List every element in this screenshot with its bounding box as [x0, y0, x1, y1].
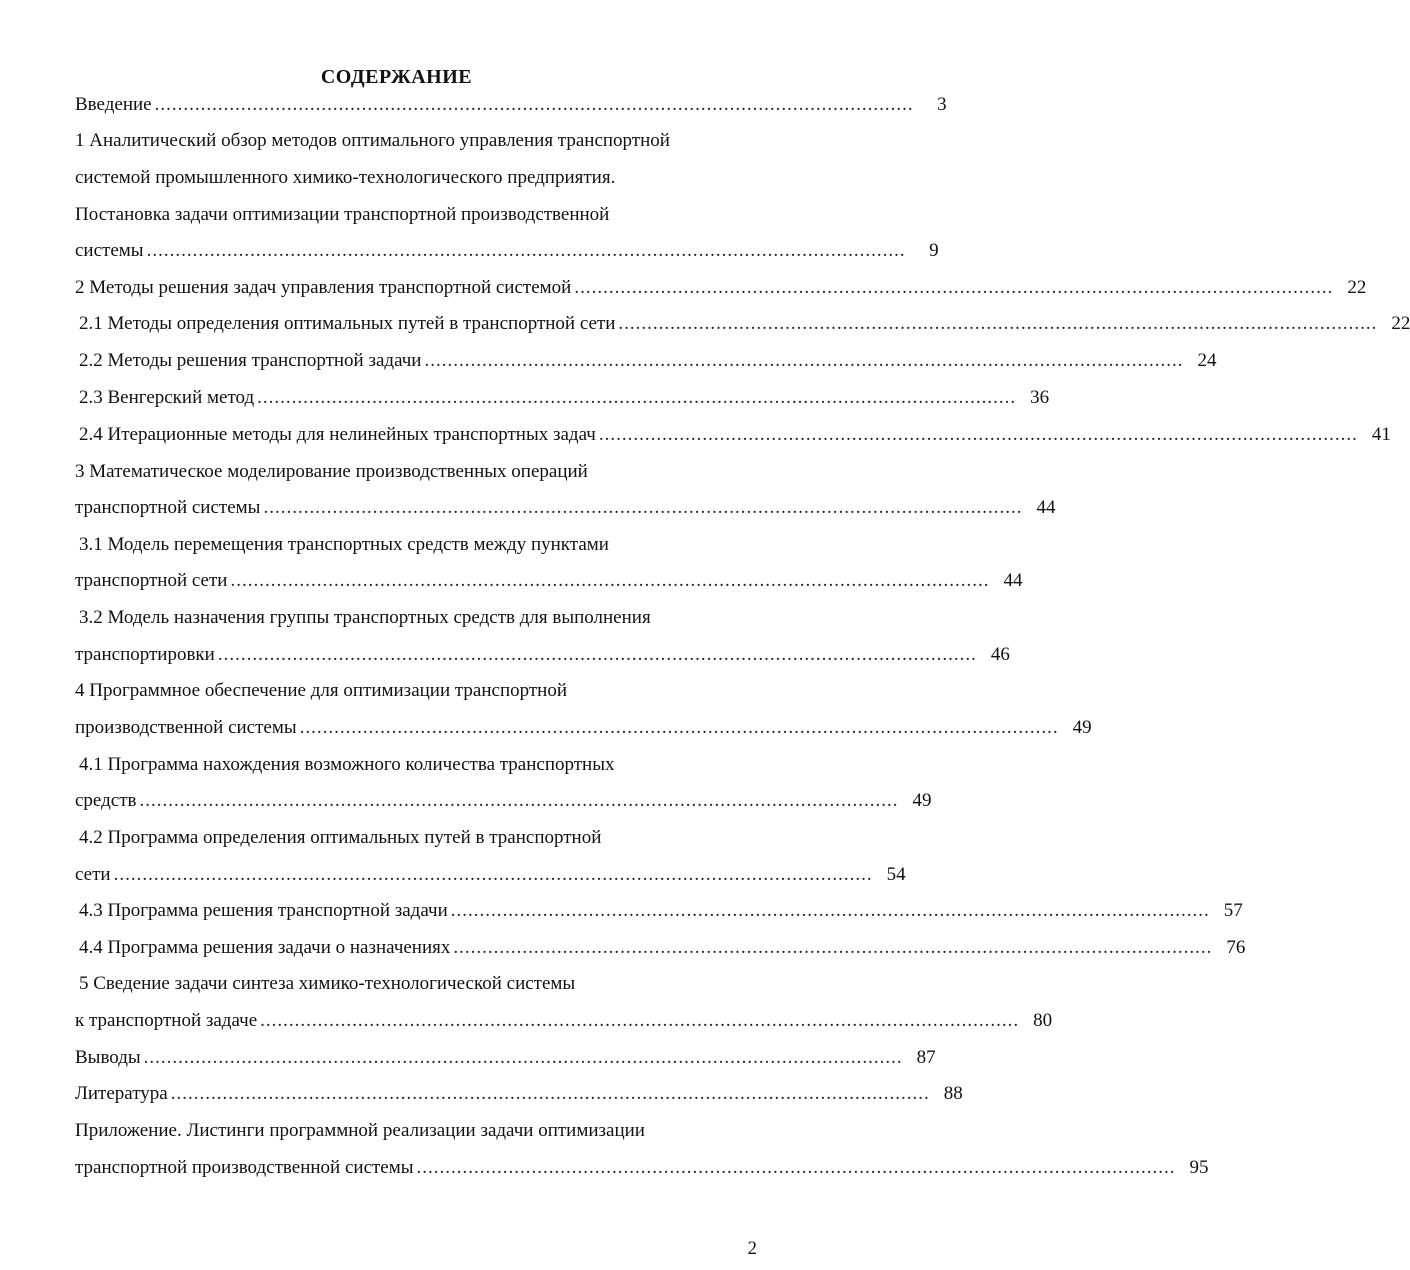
toc-entry	[75, 239, 939, 263]
toc-entry	[75, 460, 737, 484]
toc-entry	[75, 496, 1056, 520]
toc-entry	[75, 1009, 1053, 1033]
leader-dots: ....................................................................................................................................	[263, 497, 1023, 518]
toc-entry-page: 24	[1197, 350, 1217, 371]
toc-entry-page: 44	[1036, 497, 1056, 518]
toc-entry	[75, 166, 737, 190]
toc-entry	[75, 863, 906, 887]
leader-dots: ....................................................................................................................................	[618, 313, 1378, 334]
toc-entry-text: 2.4 Итерационные методы для нелинейных транспортных задач	[79, 424, 596, 445]
toc-entry-page: 22	[1391, 313, 1410, 334]
toc-entry	[75, 276, 1367, 300]
leader-dots: ....................................................................................................................................	[260, 1010, 1020, 1031]
page-title: СОДЕРЖАНИЕ	[320, 66, 473, 88]
toc-entry-page: 49	[912, 790, 932, 811]
toc-entry-text: транспортной сети	[75, 570, 228, 591]
leader-dots: ....................................................................................................................................	[154, 94, 914, 115]
leader-dots: ....................................................................................................................................	[217, 644, 977, 665]
toc-entry	[75, 789, 932, 813]
toc-entry-text: сети	[75, 864, 111, 885]
toc-entry	[79, 349, 1217, 373]
leader-dots: ....................................................................................................................................	[450, 900, 1210, 921]
toc-entry-text: 3 Математическое моделирование производственных операций	[75, 461, 588, 482]
toc-entry-text: 2.2 Методы решения транспортной задачи	[79, 350, 422, 371]
leader-dots: ....................................................................................................................................	[453, 937, 1213, 958]
toc-entry-page: 41	[1371, 424, 1391, 445]
toc-entry-page: 9	[929, 240, 939, 261]
leader-dots: ....................................................................................................................................	[424, 350, 1184, 371]
toc-entry-text: 4.1 Программа нахождения возможного количества транспортных	[79, 754, 615, 775]
leader-dots: ....................................................................................................................................	[257, 387, 1017, 408]
toc-entry-text: 4 Программное обеспечение для оптимизации транспортной	[75, 680, 568, 701]
toc-entry-page: 95	[1189, 1157, 1209, 1178]
toc-entry	[79, 899, 1243, 923]
toc-entry-text: 5 Сведение задачи синтеза химико-технологической системы	[79, 973, 576, 994]
toc-entry-page: 46	[990, 644, 1010, 665]
toc-entry	[79, 423, 1391, 447]
toc-entry	[75, 1046, 936, 1070]
toc-entry-text: Постановка задачи оптимизации транспортной производственной	[75, 204, 610, 225]
toc-entry	[75, 716, 1092, 740]
toc-entry-text: 2.1 Методы определения оптимальных путей в транспортной сети	[79, 313, 616, 334]
toc-entry-text: 4.3 Программа решения транспортной задачи	[79, 900, 448, 921]
toc-entry-text: к транспортной задаче	[75, 1010, 258, 1031]
toc-entry	[75, 1156, 1209, 1180]
toc-entry-text: 4.4 Программа решения задачи о назначениях	[79, 937, 451, 958]
toc-entry-page: 44	[1003, 570, 1023, 591]
toc-entry	[75, 1082, 963, 1106]
toc-entry-page: 36	[1030, 387, 1050, 408]
toc-entry-page: 80	[1033, 1010, 1053, 1031]
toc-entry	[75, 129, 737, 153]
toc-entry-text: Введение	[75, 94, 152, 115]
toc-entry-text: системы	[75, 240, 144, 261]
toc-entry	[75, 1119, 737, 1143]
toc-entry	[79, 312, 1410, 336]
toc-entry-page: 49	[1072, 717, 1092, 738]
toc-entry-text: транспортной системы	[75, 497, 261, 518]
toc-entry	[79, 606, 737, 630]
toc-entry-text: производственной системы	[75, 717, 297, 738]
toc-entry-text: транспортировки	[75, 644, 215, 665]
leader-dots: ....................................................................................................................................	[574, 277, 1334, 298]
toc-entry	[79, 826, 737, 850]
leader-dots: ....................................................................................................................................	[598, 424, 1358, 445]
toc-entry-text: транспортной производственной системы	[75, 1157, 414, 1178]
toc-entry-text: системой промышленного химико-технологического предприятия.	[75, 167, 616, 188]
toc-entry-text: 1 Аналитический обзор методов оптимального управления транспортной	[75, 130, 670, 151]
toc-entry-text: 4.2 Программа определения оптимальных путей в транспортной	[79, 827, 602, 848]
toc-entry-page: 3	[937, 94, 947, 115]
toc-entry-text: 3.1 Модель перемещения транспортных средств между пунктами	[79, 534, 609, 555]
toc-entry	[79, 936, 1246, 960]
toc-entry-text: Выводы	[75, 1047, 141, 1068]
leader-dots: ....................................................................................................................................	[230, 570, 990, 591]
toc-entry-page: 87	[916, 1047, 936, 1068]
leader-dots: ....................................................................................................................................	[416, 1157, 1176, 1178]
leader-dots: ....................................................................................................................................	[146, 240, 906, 261]
leader-dots: ....................................................................................................................................	[143, 1047, 903, 1068]
leader-dots: ....................................................................................................................................	[299, 717, 1059, 738]
leader-dots: ....................................................................................................................................	[170, 1083, 930, 1104]
leader-dots: ....................................................................................................................................	[139, 790, 899, 811]
toc-entry	[79, 386, 1050, 410]
toc-entry	[75, 679, 737, 703]
toc-entry	[75, 203, 737, 227]
page-number: 2	[747, 1238, 757, 1259]
toc-entry-page: 22	[1347, 277, 1367, 298]
toc-entry-text: средств	[75, 790, 137, 811]
toc-entry	[79, 533, 737, 557]
toc-entry-text: 2.3 Венгерский метод	[79, 387, 255, 408]
toc-entry-text: Приложение. Листинги программной реализации задачи оптимизации	[75, 1120, 645, 1141]
toc-entry-page: 54	[886, 864, 906, 885]
leader-dots: ....................................................................................................................................	[113, 864, 873, 885]
toc-entry	[79, 753, 737, 777]
toc-entry	[79, 972, 737, 996]
toc-entry-page: 88	[943, 1083, 963, 1104]
toc-entry	[75, 93, 947, 117]
toc-entry-text: Литература	[75, 1083, 168, 1104]
toc-entry-page: 76	[1226, 937, 1246, 958]
toc-entry	[75, 643, 1010, 667]
toc-entry-page: 57	[1223, 900, 1243, 921]
toc-entry-text: 2 Методы решения задач управления транспортной системой	[75, 277, 572, 298]
toc-entry	[75, 569, 1023, 593]
toc-entry-text: 3.2 Модель назначения группы транспортных средств для выполнения	[79, 607, 651, 628]
